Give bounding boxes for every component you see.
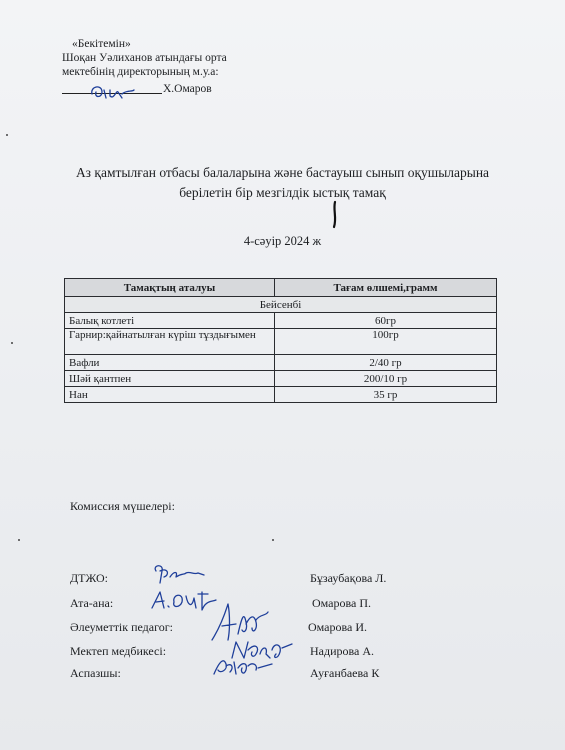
member-row — [70, 596, 510, 614]
member-row — [70, 571, 510, 589]
document-title — [40, 163, 525, 203]
commission-heading: Комиссия мүшелері: — [70, 499, 175, 513]
day-label: Бейсенбі — [65, 297, 497, 313]
member-row — [70, 666, 510, 684]
member-name: Бұзаубақова Л. — [310, 571, 387, 585]
table-row — [65, 313, 497, 329]
dish-name: Балық котлеті — [65, 313, 275, 329]
table-row — [65, 387, 497, 403]
menu-table — [64, 278, 497, 403]
table-header-row — [65, 279, 497, 297]
table-row — [65, 371, 497, 387]
day-row — [65, 297, 497, 313]
scan-speck — [11, 342, 13, 344]
ink-mark — [330, 200, 340, 230]
dish-name: Вафли — [65, 355, 275, 371]
dish-amount: 100гр — [275, 329, 497, 355]
member-name: Надирова А. — [310, 644, 375, 658]
title-line-1: Аз қамтылған отбасы балаларына және бастауыш сынып оқушыларына — [75, 165, 490, 180]
signature-dtzho — [150, 561, 206, 587]
dish-amount: 35 гр — [275, 387, 497, 403]
approval-heading: «Бекітемін» — [72, 38, 131, 50]
table-row — [65, 355, 497, 371]
dish-amount: 60гр — [275, 313, 497, 329]
member-name: Ауғанбаева К — [310, 666, 380, 680]
member-role: Ата-ана: — [70, 596, 114, 610]
header-dish: Тамақтың аталуы — [65, 279, 275, 297]
title-line-2: берілетін бір мезгілдік ыстық тамақ — [179, 185, 386, 200]
dish-amount: 200/10 гр — [275, 371, 497, 387]
director-signature — [88, 80, 138, 102]
dish-name: Гарнир:қайнатылған күріш тұздығымен — [65, 329, 275, 355]
approval-director-line: мектебінің директорының м.у.а: — [62, 66, 219, 78]
member-name: Омарова П. — [312, 596, 372, 610]
table-row — [65, 329, 497, 355]
member-name: Омарова И. — [308, 620, 368, 634]
header-amount: Тағам өлшемі,грамм — [275, 279, 497, 297]
scan-speck — [272, 539, 274, 541]
scan-speck — [18, 539, 20, 541]
scan-speck — [6, 134, 8, 136]
member-role: Мектеп медбикесі: — [70, 644, 167, 658]
dish-amount: 2/40 гр — [275, 355, 497, 371]
dish-name: Шәй қантпен — [65, 371, 275, 387]
member-role: Аспазшы: — [70, 666, 121, 680]
member-role: Әлеуметтік педагог: — [70, 620, 173, 634]
signature-cook — [210, 654, 274, 680]
director-name: Х.Омаров — [163, 83, 212, 95]
document-date: 4-сәуір 2024 ж — [243, 234, 322, 248]
approval-school-line: Шоқан Уәлиханов атындағы орта — [62, 52, 227, 64]
dish-name: Нан — [65, 387, 275, 403]
member-role: ДТЖО: — [70, 571, 108, 585]
